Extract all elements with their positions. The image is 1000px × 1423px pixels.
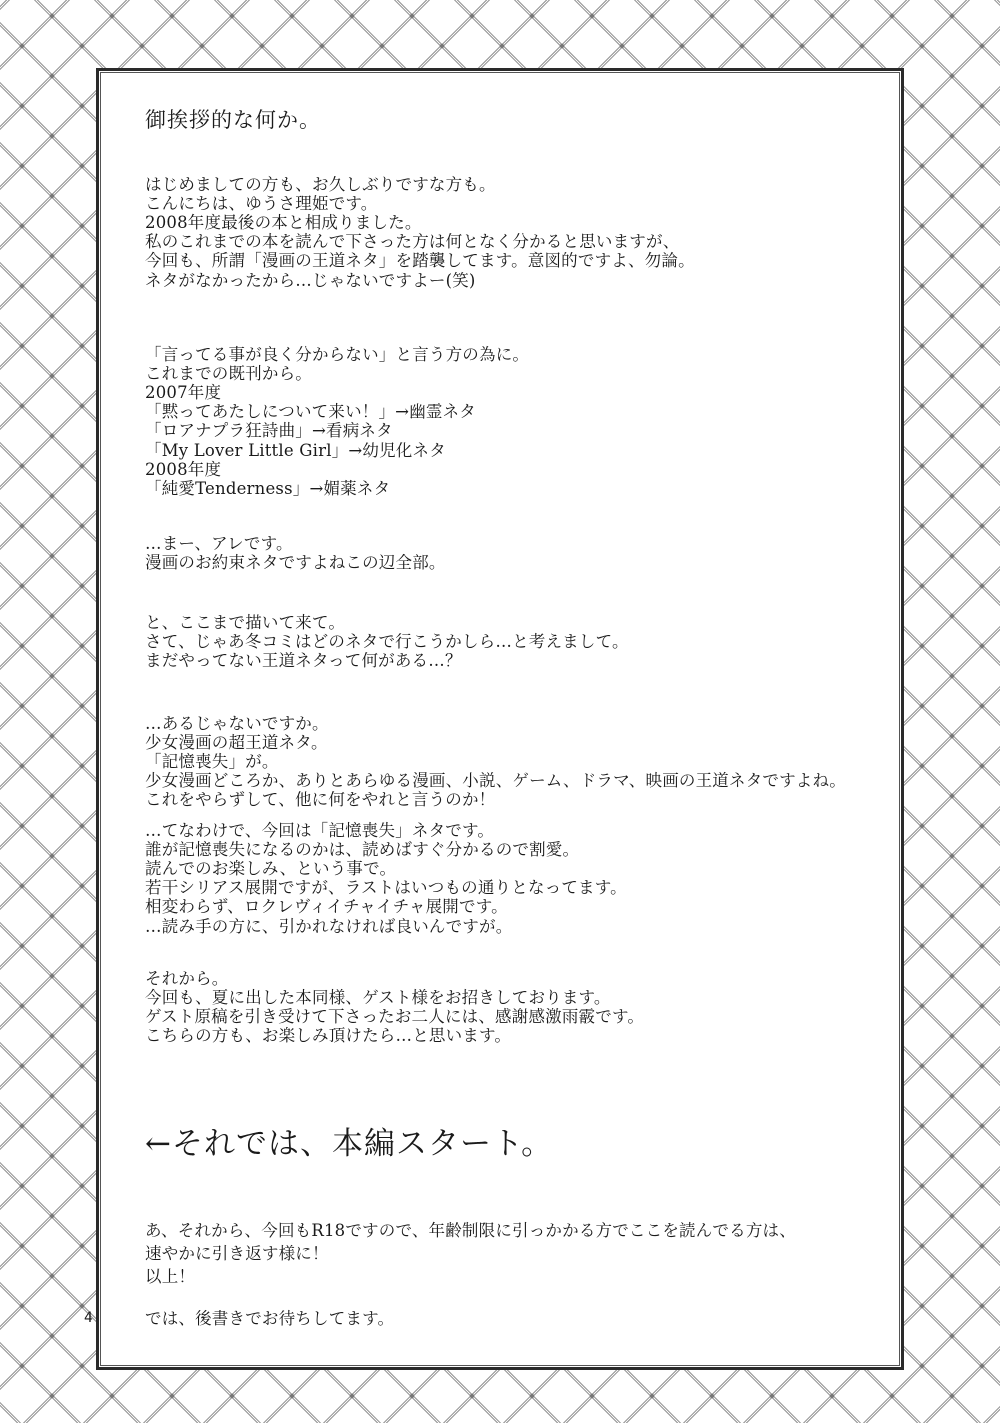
text-line: さて、じゃあ冬コミはどのネタで行こうかしら…と考えまして。 <box>145 632 629 652</box>
text-line: 「記憶喪失」が。 <box>145 752 279 772</box>
text-line: 「純愛Tenderness」→媚薬ネタ <box>145 478 391 498</box>
text-line: 誰が記憶喪失になるのかは、読めばすぐ分かるので割愛。 <box>145 840 580 860</box>
text-line: はじめましての方も、お久しぶりですな方も。 <box>145 175 496 194</box>
text-line: 「ロアナプラ狂詩曲」→看病ネタ <box>145 421 393 441</box>
text-line: 今回も、夏に出した本同様、ゲスト様をお招きしております。 <box>145 988 611 1008</box>
text-line: 少女漫画の超王道ネタ。 <box>145 733 328 753</box>
text-line: こんにちは、ゆうさ理姫です。 <box>145 194 378 214</box>
closing-line: 速やかに引き返す様に！ <box>145 1244 329 1263</box>
text-line: 「言ってる事が良く分からない」と言う方の為に。 <box>145 345 530 364</box>
text-line: それから。 <box>145 969 229 988</box>
page-number: 4 <box>84 1310 93 1326</box>
closing-line: では、後書きでお待ちしてます。 <box>145 1309 395 1328</box>
text-line: と、ここまで描いて来て。 <box>145 613 346 632</box>
text-line: 漫画のお約束ネタですよねこの辺全部。 <box>145 553 446 573</box>
text-line: これをやらずして、他に何をやれと言うのか！ <box>145 790 496 810</box>
text-line: こちらの方も、お楽しみ頂けたら…と思います。 <box>145 1026 512 1046</box>
closing-line: 以上！ <box>145 1267 196 1286</box>
text-line: 少女漫画どころか、ありとあらゆる漫画、小説、ゲーム、ドラマ、映画の王道ネタですよね。 <box>145 771 846 791</box>
text-line: まだやってない王道ネタって何がある…？ <box>145 651 462 671</box>
text-line: 若干シリアス展開ですが、ラストはいつもの通りとなってます。 <box>145 878 627 898</box>
text-line: 「黙ってあたしについて来い！」→幽霊ネタ <box>145 402 476 422</box>
text-line: …読み手の方に、引かれなければ良いんですが。 <box>145 916 513 936</box>
text-line: ネタがなかったから…じゃないですよー(笑) <box>145 270 476 290</box>
text-line: …まー、アレです。 <box>145 534 293 553</box>
text-line: …てなわけで、今回は「記憶喪失」ネタです。 <box>145 821 495 840</box>
text-line: これまでの既刊から。 <box>145 364 312 384</box>
text-line: …あるじゃないですか。 <box>145 714 329 733</box>
text-line: 2008年度最後の本と相成りました。 <box>145 213 422 233</box>
closing-line: あ、それから、今回もR18ですので、年齢制限に引っかかる方でここを読んでる方は、 <box>145 1221 796 1240</box>
text-line: 「My Lover Little Girl」→幼児化ネタ <box>145 440 446 460</box>
page-heading: 御挨拶的な何か。 <box>145 108 321 132</box>
text-line: 2008年度 <box>145 459 222 479</box>
text-line: 読んでのお楽しみ、という事で。 <box>145 859 397 879</box>
text-line: 2007年度 <box>145 383 222 403</box>
text-line: 今回も、所謂「漫画の王道ネタ」を踏襲してます。意図的ですよ、勿論。 <box>145 251 695 271</box>
text-line: ゲスト原稿を引き受けて下さったお二人には、感謝感激雨霰です。 <box>145 1007 645 1027</box>
text-line: 相変わらず、ロクレヴィイチャイチャ展開です。 <box>145 897 508 917</box>
text-line: 私のこれまでの本を読んで下さった方は何となく分かると思いますが、 <box>145 232 680 252</box>
start-announcement: ←それでは、本編スタート。 <box>145 1126 554 1162</box>
